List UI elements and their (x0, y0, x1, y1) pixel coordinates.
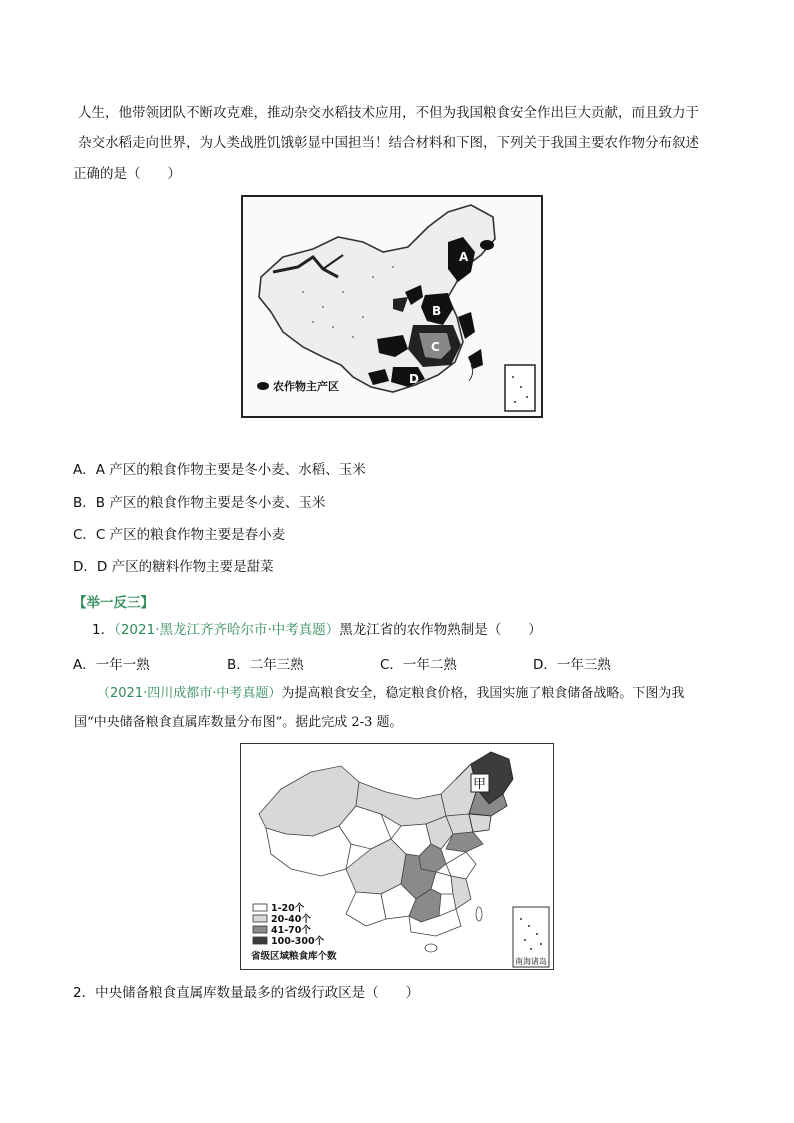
legend-swatch-1 (253, 904, 267, 911)
china-outline (259, 205, 495, 392)
label-jia: 甲 (473, 777, 487, 792)
label-d: D (409, 372, 419, 386)
legend-swatch-2 (253, 915, 267, 922)
q1-text: 黑龙江省的农作物熟制是（ ） (339, 622, 542, 638)
grain-depot-map-svg (241, 744, 553, 969)
crop-region-map-svg (243, 197, 541, 416)
intro-line-2a: 杂交水稻走向世界，为人类战胜饥饿彰显中国担当！结合材料和下图， (78, 135, 497, 151)
province-fujian-zhejiang (451, 876, 471, 909)
legend-swatch (257, 382, 269, 390)
legend-label: 农作物主产区 (273, 380, 339, 393)
option-d[interactable]: D．D 产区的糖料作物主要是甜菜 (73, 559, 274, 575)
q23-intro-line-1 (97, 684, 684, 704)
legend (251, 902, 337, 962)
q1-option-d[interactable]: D．一年三熟 (533, 657, 611, 673)
south-sea-inset (505, 365, 535, 411)
intro-line-2b: 下列关于我国主要农作物分布叙述 (496, 135, 699, 151)
legend-label-1: 1-20个 (271, 903, 305, 914)
label-c: C (431, 340, 440, 354)
q1-source: （2021·黑龙江齐齐哈尔市·中考真题） (114, 622, 340, 638)
legend-label-4: 100-300个 (271, 936, 325, 947)
q1-number: 1． (92, 622, 115, 638)
q23-text-1: 为提高粮食安全，稳定粮食价格，我国实施了粮食储备战略。下图为我 (281, 686, 685, 701)
legend-title: 省级区域粮食库个数 (251, 951, 337, 962)
label-b: B (432, 304, 442, 318)
grain-depot-map (240, 743, 554, 970)
province-taiwan (476, 907, 482, 921)
legend-swatch-3 (253, 926, 267, 933)
province-yunnan (346, 892, 386, 926)
q1-option-a[interactable]: A．一年一熟 (73, 657, 150, 673)
option-c[interactable]: C．C 产区的粮食作物主要是春小麦 (73, 527, 286, 543)
inset-label: 南海诸岛 (515, 957, 547, 966)
province-anhui-jiangsu (446, 852, 476, 879)
province-hainan (425, 944, 437, 952)
taiwan-outline (469, 365, 473, 381)
crop-region-map (241, 195, 543, 418)
legend-label-2: 20-40个 (271, 914, 311, 925)
q23-source: （2021·四川成都市·中考真题） (97, 686, 282, 701)
intro-line-2 (78, 133, 699, 153)
q1-line (92, 620, 542, 640)
option-b[interactable]: B．B 产区的粮食作物主要是冬小麦、玉米 (73, 495, 326, 511)
province-liaoning (469, 814, 491, 832)
q1-option-b[interactable]: B．二年三熟 (227, 657, 304, 673)
legend-swatch-4 (253, 937, 267, 944)
question-stem: 正确的是（ ） (73, 166, 181, 182)
legend-label-3: 41-70个 (271, 925, 311, 936)
region-southeast-shape (468, 349, 483, 369)
q2-text: 2．中央储备粮食直属库数量最多的省级行政区是（ ） (73, 985, 420, 1001)
option-a[interactable]: A．A 产区的粮食作物主要是冬小麦、水稻、玉米 (73, 462, 366, 478)
section-title: 【举一反三】 (73, 595, 154, 611)
region-a-shape (480, 240, 494, 250)
label-a: A (459, 250, 469, 264)
q23-intro-line-2: 国“中央储备粮食直属库数量分布图”。据此完成 2-3 题。 (74, 715, 403, 730)
q1-option-c[interactable]: C．一年二熟 (380, 657, 457, 673)
intro-line-1: 人生，他带领团队不断攻克难，推动杂交水稻技术应用，不但为我国粮食安全作出巨大贡献，而且致力于 (78, 105, 699, 121)
